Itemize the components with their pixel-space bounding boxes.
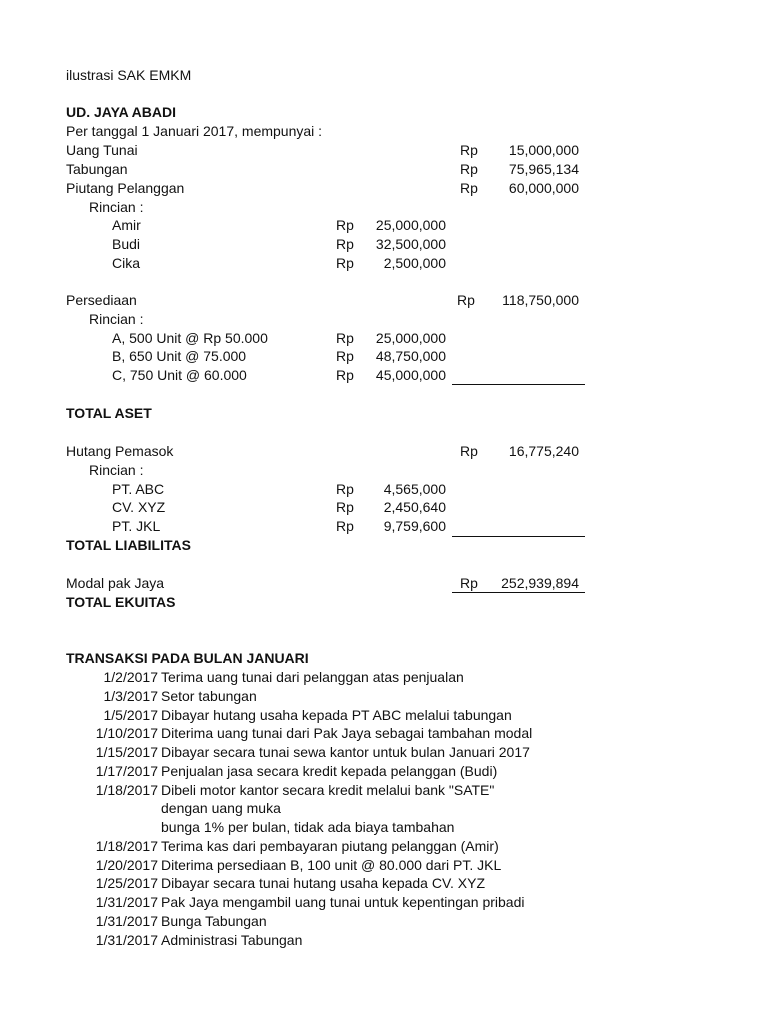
equity-label: Modal pak Jaya bbox=[66, 575, 165, 591]
transaction-date: 1/10/2017 bbox=[95, 725, 158, 741]
inventory-item-amount: 25,000,000 bbox=[375, 330, 446, 346]
transaction-date: 1/17/2017 bbox=[95, 763, 158, 779]
payables-currency: Rp bbox=[460, 443, 478, 459]
transaction-date: 1/25/2017 bbox=[95, 875, 158, 891]
total-underline bbox=[452, 536, 585, 537]
receivables-amount: 60,000,000 bbox=[508, 180, 579, 196]
payable-item-amount: 9,759,600 bbox=[383, 518, 446, 534]
transaction-date: 1/31/2017 bbox=[95, 913, 158, 929]
inventory-item-currency: Rp bbox=[336, 367, 354, 383]
total-liabilities-label: TOTAL LIABILITAS bbox=[66, 537, 191, 553]
total-assets-label: TOTAL ASET bbox=[66, 405, 152, 421]
inventory-item-currency: Rp bbox=[336, 330, 354, 346]
payable-item-currency: Rp bbox=[336, 518, 354, 534]
transaction-date: 1/18/2017 bbox=[95, 838, 158, 854]
receivable-item-name: Cika bbox=[112, 255, 141, 271]
transactions-title: TRANSAKSI PADA BULAN JANUARI bbox=[66, 650, 309, 666]
inventory-detail-label: Rincian : bbox=[89, 311, 144, 327]
inventory-amount: 118,750,000 bbox=[502, 292, 579, 308]
document-header: ilustrasi SAK EMKM bbox=[66, 67, 192, 83]
receivable-item-name: Budi bbox=[112, 236, 141, 252]
transaction-date: 1/15/2017 bbox=[95, 744, 158, 760]
transaction-description: Pak Jaya mengambil uang tunai untuk kepentingan pribadi bbox=[161, 894, 525, 910]
inventory-item-amount: 45,000,000 bbox=[375, 367, 446, 383]
total-equity-label: TOTAL EKUITAS bbox=[66, 594, 176, 610]
transaction-description: Bunga Tabungan bbox=[161, 913, 267, 929]
inventory-label: Persediaan bbox=[66, 292, 137, 308]
transaction-date: 1/5/2017 bbox=[103, 707, 158, 723]
transaction-description: Administrasi Tabungan bbox=[161, 932, 303, 948]
company-name: UD. JAYA ABADI bbox=[66, 104, 176, 120]
receivables-label: Piutang Pelanggan bbox=[66, 180, 185, 196]
inventory-item-name: A, 500 Unit @ Rp 50.000 bbox=[112, 330, 268, 346]
payable-item-amount: 4,565,000 bbox=[383, 481, 446, 497]
receivable-item-currency: Rp bbox=[336, 217, 354, 233]
transaction-description: bunga 1% per bulan, tidak ada biaya tambahan bbox=[161, 819, 455, 835]
transaction-date: 1/31/2017 bbox=[95, 932, 158, 948]
total-underline bbox=[452, 592, 585, 593]
payable-item-name: CV. XYZ bbox=[112, 499, 166, 515]
receivable-item-currency: Rp bbox=[336, 236, 354, 252]
payables-amount: 16,775,240 bbox=[508, 443, 579, 459]
savings-amount: 75,965,134 bbox=[508, 161, 579, 177]
inventory-currency: Rp bbox=[457, 292, 475, 308]
savings-currency: Rp bbox=[460, 161, 478, 177]
payable-item-currency: Rp bbox=[336, 481, 354, 497]
receivables-currency: Rp bbox=[460, 180, 478, 196]
transaction-date: 1/2/2017 bbox=[103, 669, 158, 685]
equity-amount: 252,939,894 bbox=[501, 575, 579, 591]
transaction-date: 1/31/2017 bbox=[95, 894, 158, 910]
transaction-date: 1/20/2017 bbox=[95, 857, 158, 873]
receivable-item-amount: 25,000,000 bbox=[375, 217, 446, 233]
receivables-detail-label: Rincian : bbox=[89, 199, 144, 215]
payables-detail-label: Rincian : bbox=[89, 462, 144, 478]
savings-label: Tabungan bbox=[66, 161, 128, 177]
inventory-item-name: C, 750 Unit @ 60.000 bbox=[112, 367, 247, 383]
cash-label: Uang Tunai bbox=[66, 142, 138, 158]
total-underline bbox=[452, 384, 585, 385]
transaction-description: Dibeli motor kantor secara kredit melalui bank "SATE" bbox=[161, 782, 495, 798]
receivable-item-currency: Rp bbox=[336, 255, 354, 271]
transaction-description: Terima uang tunai dari pelanggan atas penjualan bbox=[161, 669, 464, 685]
transaction-description: Dibayar hutang usaha kepada PT ABC melalui tabungan bbox=[161, 707, 512, 723]
transaction-description: Diterima persediaan B, 100 unit @ 80.000 dari PT. JKL bbox=[161, 857, 502, 873]
cash-currency: Rp bbox=[460, 142, 478, 158]
payable-item-name: PT. JKL bbox=[112, 518, 161, 534]
transaction-description: Dibayar secara tunai hutang usaha kepada CV. XYZ bbox=[161, 875, 486, 891]
as-of-date: Per tanggal 1 Januari 2017, mempunyai : bbox=[66, 123, 323, 139]
inventory-item-name: B, 650 Unit @ 75.000 bbox=[112, 348, 247, 364]
transaction-date: 1/3/2017 bbox=[103, 688, 158, 704]
transaction-description: dengan uang muka bbox=[161, 800, 281, 816]
payables-label: Hutang Pemasok bbox=[66, 443, 174, 459]
receivable-item-amount: 32,500,000 bbox=[375, 236, 446, 252]
transaction-description: Diterima uang tunai dari Pak Jaya sebagai tambahan modal bbox=[161, 725, 533, 741]
inventory-item-amount: 48,750,000 bbox=[375, 348, 446, 364]
payable-item-currency: Rp bbox=[336, 499, 354, 515]
payable-item-name: PT. ABC bbox=[112, 481, 165, 497]
transaction-description: Setor tabungan bbox=[161, 688, 257, 704]
transaction-date: 1/18/2017 bbox=[95, 782, 158, 798]
equity-currency: Rp bbox=[460, 575, 478, 591]
transaction-description: Penjualan jasa secara kredit kepada pelanggan (Budi) bbox=[161, 763, 498, 779]
payable-item-amount: 2,450,640 bbox=[383, 499, 446, 515]
transaction-description: Terima kas dari pembayaran piutang pelanggan (Amir) bbox=[161, 838, 499, 854]
transaction-description: Dibayar secara tunai sewa kantor untuk bulan Januari 2017 bbox=[161, 744, 530, 760]
receivable-item-amount: 2,500,000 bbox=[383, 255, 446, 271]
cash-amount: 15,000,000 bbox=[508, 142, 579, 158]
inventory-item-currency: Rp bbox=[336, 348, 354, 364]
receivable-item-name: Amir bbox=[112, 217, 141, 233]
